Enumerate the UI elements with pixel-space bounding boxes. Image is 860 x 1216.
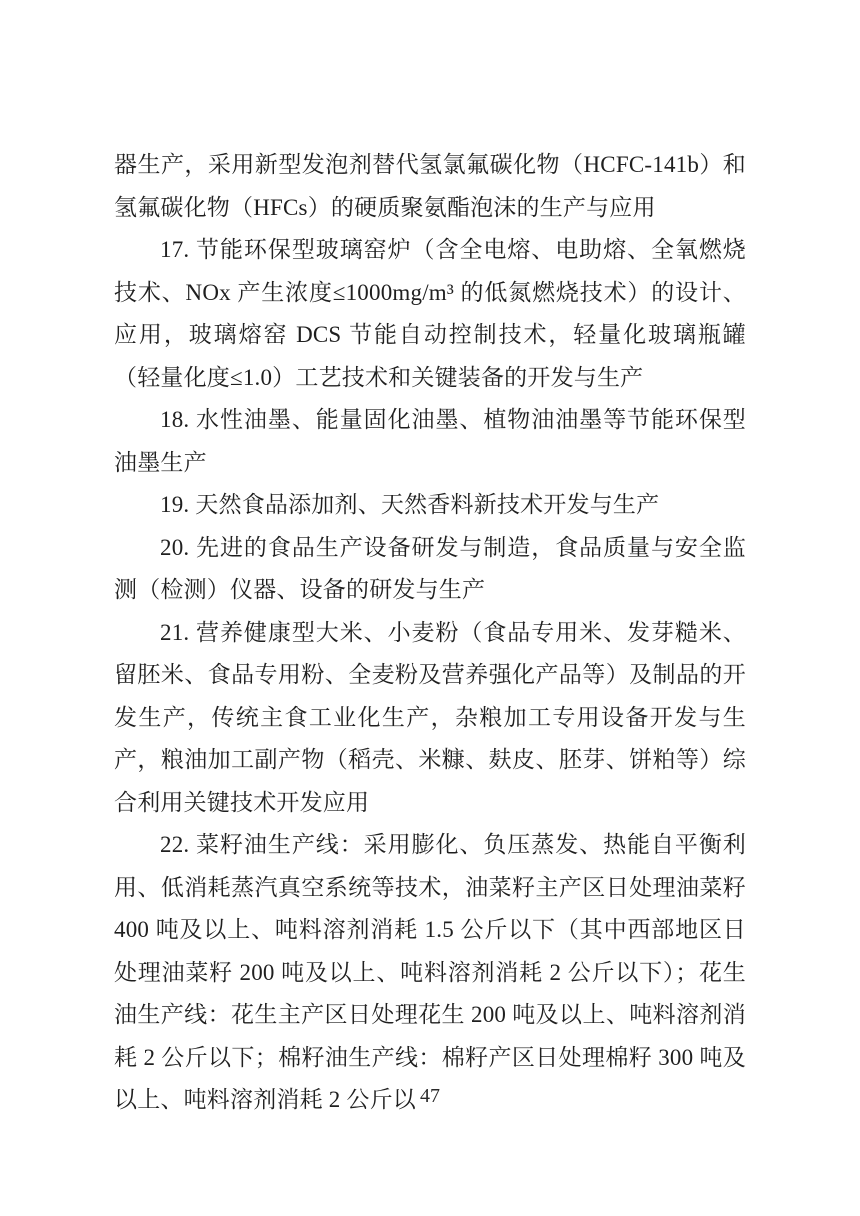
list-item-19: 19. 天然食品添加剂、天然香料新技术开发与生产 <box>160 492 660 517</box>
list-item-20: 20. 先进的食品生产设备研发与制造，食品质量与安全监测（检测）仪器、设备的研发与生产 <box>114 534 746 602</box>
list-item-22: 22. 菜籽油生产线：采用膨化、负压蒸发、热能自平衡利用、低消耗蒸汽真空系统等技术，油菜籽主产区日处理油菜籽 400 吨及以上、吨料溶剂消耗 1.5 公斤以下（其中西部地区日处理油菜籽 200 吨及以上、吨料溶剂消耗 2 公斤以下）；花生油生产线：花生主产区日处理花生 200 吨及以上、吨料溶剂消耗 2 公斤以下；棉籽油生产线：棉籽产区日处理棉籽 300 吨及以上、吨料溶剂消耗 2 公斤以 <box>114 832 746 1112</box>
paragraph-continuation: 器生产，采用新型发泡剂替代氢氯氟碳化物（HCFC-141b）和氢氟碳化物（HFCs）的硬质聚氨酯泡沫的生产与应用 <box>114 152 746 220</box>
page-number: 47 <box>420 1085 440 1107</box>
list-item-21: 21. 营养健康型大米、小麦粉（食品专用米、发芽糙米、留胚米、食品专用粉、全麦粉及营养强化产品等）及制品的开发生产，传统主食工业化生产，杂粮加工专用设备开发与生产，粮油加工副产物（稻壳、米糠、麸皮、胚芽、饼粕等）综合利用关键技术开发应用 <box>114 619 746 815</box>
page-body-text <box>114 144 746 1122</box>
list-item-18: 18. 水性油墨、能量固化油墨、植物油油墨等节能环保型油墨生产 <box>114 407 746 475</box>
list-item-17: 17. 节能环保型玻璃窑炉（含全电熔、电助熔、全氧燃烧技术、NOx 产生浓度≤1000mg/m³ 的低氮燃烧技术）的设计、应用，玻璃熔窑 DCS 节能自动控制技术，轻量化玻璃瓶罐（轻量化度≤1.0）工艺技术和关键装备的开发与生产 <box>114 237 746 390</box>
